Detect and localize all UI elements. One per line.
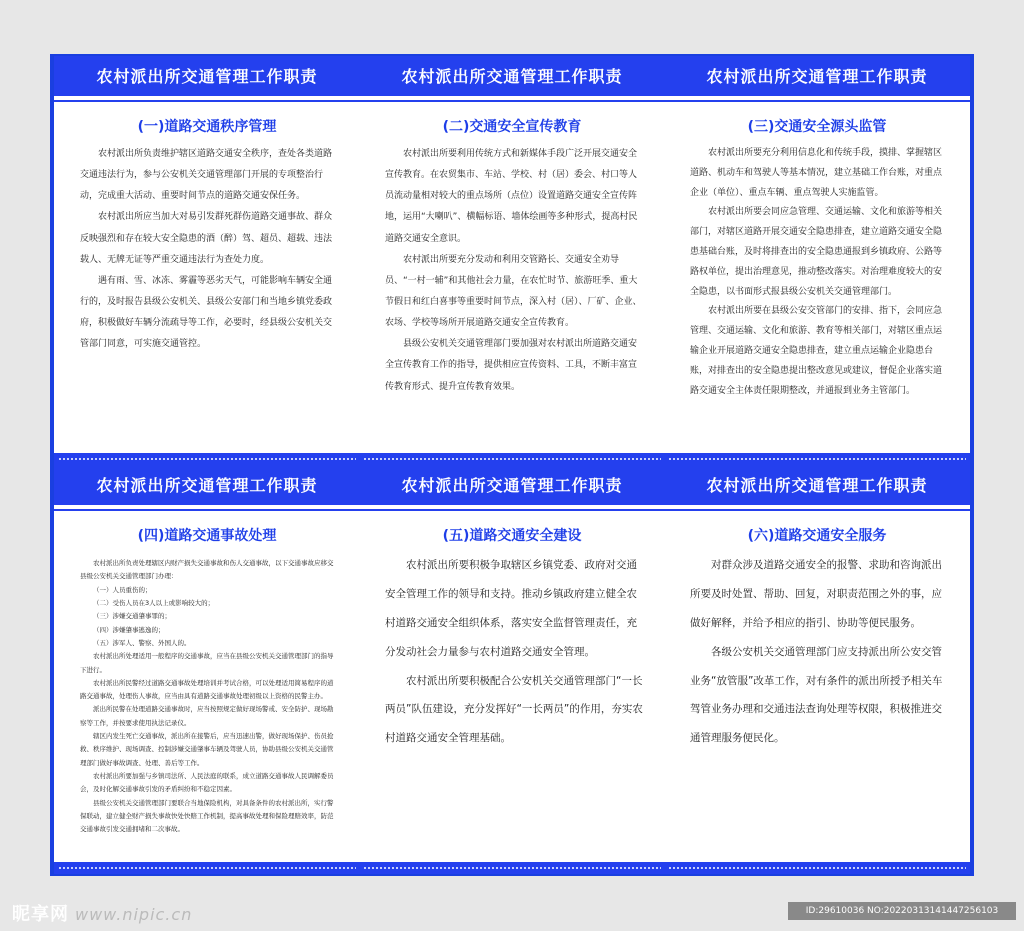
dotted-footer-band	[359, 862, 665, 874]
header-rule	[54, 505, 360, 513]
dotted-footer-band	[359, 453, 665, 465]
paragraph: 遇有雨、雪、冰冻、雾霾等恶劣天气，可能影响车辆安全通行的，及时报告县级公安机关、县级公安部门和当地乡镇党委政府，积极做好车辆分流疏导等工作，必要时，经县级公安机关交管部门同意，可实施交通管控。	[80, 275, 333, 350]
dotted-footer-band	[664, 453, 970, 465]
watermark-brand: 昵享网	[12, 904, 69, 925]
paragraph: 农村派出所要充分利用信息化和传统手段，摸排、掌握辖区道路、机动车和驾驶人等基本情况，建立基础工作台账，对重点企业（单位）、重点车辆、重点驾驶人实施监管。	[690, 148, 943, 198]
panel-header: 农村派出所交通管理工作职责	[664, 56, 970, 96]
panel-body	[690, 551, 948, 753]
paragraph: 县级公安机关交通管理部门要加强对农村派出所道路交通安全宣传教育工作的指导，提供相应宣传资料、工具，不断丰富宣传教育形式、提升宣传教育效果。	[385, 339, 638, 392]
panel-accident-handling	[54, 465, 360, 874]
paragraph: 农村派出所民警经过道路交通事故处理培训并考试合格，可以处理适用简易程序的道路交通事故，处理伤人事故，应当由具有道路交通事故处理初级以上资格的民警主办。	[80, 678, 334, 701]
panel-header: 农村派出所交通管理工作职责	[54, 465, 360, 505]
list-item: （三）涉嫌交通肇事罪的；	[93, 612, 171, 621]
panel-body	[690, 144, 948, 401]
watermark-url: www.nipic.cn	[75, 905, 193, 924]
panel-safety-construction	[359, 465, 665, 874]
panel-title: (五)道路交通安全建设	[442, 528, 582, 544]
panel-traffic-order	[54, 56, 360, 465]
paragraph: 农村派出所要利用传统方式和新媒体手段广泛开展交通安全宣传教育。在农贸集市、车站、学校、村（居）委会、村口等人员流动量相对较大的重点场所（点位）设置道路交通安全宣传阵地，运用“大喇叭”、横幅标语、墙体绘画等多种形式，提高村民道路交通安全意识。	[385, 149, 638, 244]
header-rule	[664, 96, 970, 104]
paragraph: 农村派出所要积极配合公安机关交通管理部门“一长两员”队伍建设，充分发挥好“一长两员”的作用，夯实农村道路交通安全管理基础。	[385, 674, 643, 745]
panel-title: (二)交通安全宣传教育	[442, 119, 582, 135]
header-rule	[359, 96, 665, 104]
paragraph: 辖区内发生死亡交通事故，派出所在接警后，应当迅速出警，做好现场保护、伤员抢救、秩序维护、现场调查、控制涉嫌交通肇事车辆及驾驶人员，协助县级公安机关交通管理部门做好事故调查、处理、善后等工作。	[80, 732, 334, 767]
list-item: （一）人员重伤的；	[93, 585, 152, 594]
paragraph: 农村派出所要充分发动和利用交管路长、交通安全劝导员、“一村一辅”和其他社会力量，在农忙时节、旅游旺季、重大节假日和红白喜事等重要时间节点，深入村（居）、厂矿、企业、农场、学校等场所开展道路交通安全宣传教育。	[385, 254, 642, 329]
panel-title: (六)道路交通安全服务	[747, 528, 887, 544]
dotted-footer-band	[54, 862, 360, 874]
paragraph: 县级公安机关交通管理部门要联合当地保险机构，对具备条件的农村派出所，实行警保联动，建立健全财产损失事故快处快赔工作机制，提高事故处理和保险理赔效率，防范交通事故引发交通拥堵和二次事故。	[80, 798, 334, 834]
panel-body	[80, 557, 338, 837]
list-item: （五）涉军人、警察、外国人的。	[93, 638, 191, 647]
header-rule	[54, 96, 360, 104]
paragraph: 农村派出所应当加大对易引发群死群伤道路交通事故、群众反映强烈和存在较大安全隐患的酒（醉）驾、超员、超载、违法载人、无牌无证等严重交通违法行为查处力度。	[80, 212, 333, 265]
header-rule	[664, 505, 970, 513]
panel-title: (一)道路交通秩序管理	[137, 119, 277, 135]
paragraph: 农村派出所要会同应急管理、交通运输、文化和旅游等相关部门，对辖区道路开展交通安全隐患排查，建立道路交通安全隐患基础台账，及时将排查出的安全隐患通报到乡镇政府、公路等路权单位，提出治理意见，推动整改落实。对治理难度较大的安全隐患，以书面形式报县级公安机关交通管理部门。	[690, 207, 943, 297]
panel-title: (三)交通安全源头监管	[747, 119, 887, 135]
dotted-footer-band	[54, 453, 360, 465]
panel-header: 农村派出所交通管理工作职责	[359, 56, 665, 96]
paragraph: 农村派出所要积极争取辖区乡镇党委、政府对交通安全管理工作的领导和支持。推动乡镇政府建立健全农村道路交通安全组织体系，落实安全监督管理责任，充分发动社会力量参与农村道路交通安全管理。	[385, 559, 637, 658]
panel-safety-service	[664, 465, 970, 874]
panel-title: (四)道路交通事故处理	[137, 528, 277, 544]
board-frame	[50, 54, 974, 876]
paragraph: 对群众涉及道路交通安全的报警、求助和咨询派出所要及时处置、帮助、回复，对职责范围之外的事，应做好解释，并给予相应的指引、协助等便民服务。	[690, 559, 942, 629]
paragraph: 农村派出所要加强与乡镇司法所、人民法庭的联系，成立道路交通事故人民调解委员会，及时化解交通事故引发的矛盾纠纷和不稳定因素。	[80, 772, 334, 794]
list-item: （四）涉嫌肇事逃逸的；	[93, 625, 165, 634]
list-item: （二）受伤人员在3人以上或影响较大的；	[93, 598, 215, 607]
paragraph: 农村派出所负责维护辖区道路交通安全秩序，查处各类道路交通违法行为，参与公安机关交通管理部门开展的专项整治行动，完成重大活动、重要时间节点的道路交通安保任务。	[80, 149, 333, 202]
image-id-label: ID:29610036 NO:20220313141447256103	[788, 902, 1016, 920]
panel-header: 农村派出所交通管理工作职责	[359, 465, 665, 505]
paragraph: 派出所民警在处理道路交通事故时，应当按照规定做好现场警戒、安全防护、现场勘察等工作，并按要求使用执法记录仪。	[80, 705, 334, 727]
dotted-footer-band	[664, 862, 970, 874]
paragraph: 农村派出所处理适用一般程序的交通事故，应当在县级公安机关交通管理部门的指导下进行。	[80, 652, 334, 674]
panel-header: 农村派出所交通管理工作职责	[54, 56, 360, 96]
panel-header: 农村派出所交通管理工作职责	[664, 465, 970, 505]
paragraph: 农村派出所要在县级公安交管部门的安排、指下，会同应急管理、交通运输、文化和旅游、教育等相关部门，对辖区重点运输企业开展道路交通安全隐患排查，建立重点运输企业隐患台账，对排查出的安全隐患提出整改意见或建议，督促企业落实道路交通安全主体责任限期整改，并通报到业务主管部门。	[690, 306, 943, 396]
header-rule	[359, 505, 665, 513]
panel-body	[80, 144, 338, 355]
panel-source-supervision	[664, 56, 970, 465]
watermark-logo	[12, 900, 192, 926]
panel-body	[385, 551, 643, 753]
panel-body	[385, 144, 643, 398]
paragraph: 农村派出所负责处理辖区内财产损失交通事故和伤人交通事故，以下交通事故应移交县级公安机关交通管理部门办理：	[80, 559, 334, 581]
paragraph: 各级公安机关交通管理部门应支持派出所公安交管业务“放管服”改革工作，对有条件的派出所授予相关车驾管业务办理和交通违法查询处理等权限，积极推进交通管理服务便民化。	[690, 645, 943, 745]
panel-safety-education	[359, 56, 665, 465]
